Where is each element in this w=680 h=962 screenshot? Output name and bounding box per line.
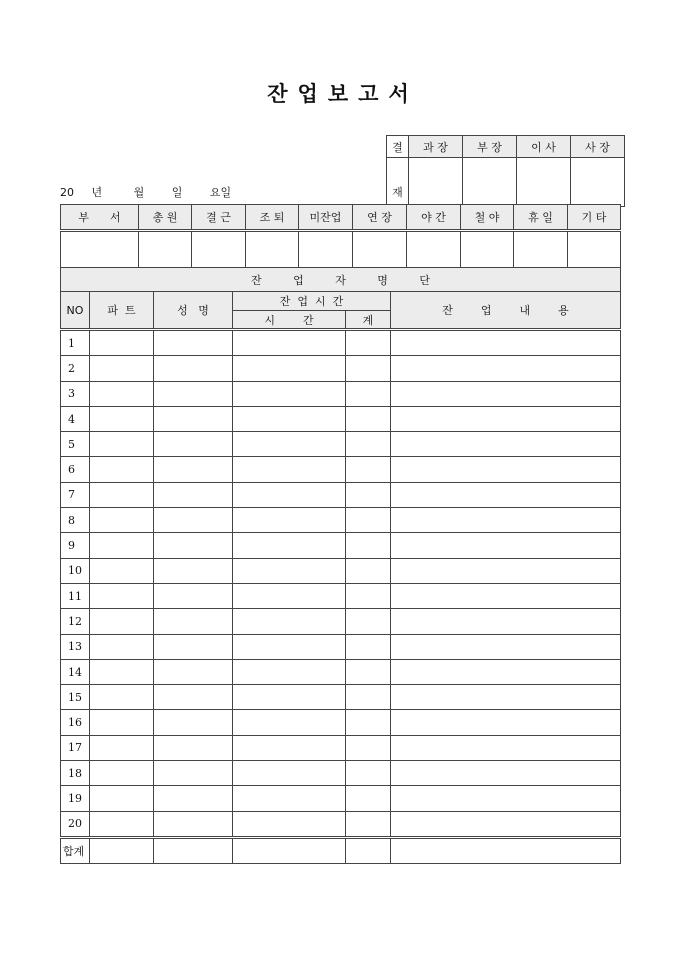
approval-header-executive: 이 사	[517, 136, 571, 158]
name-cell[interactable]	[154, 659, 233, 684]
content-cell[interactable]	[391, 356, 621, 381]
summary-table	[60, 204, 621, 270]
total-cell[interactable]	[346, 381, 391, 406]
row-number: 17	[61, 735, 90, 760]
part-cell[interactable]	[90, 583, 154, 608]
row-number: 15	[61, 685, 90, 710]
summary-cell[interactable]	[246, 231, 299, 270]
total-cell[interactable]	[346, 710, 391, 735]
table-row	[61, 735, 621, 760]
part-cell[interactable]	[90, 609, 154, 634]
name-cell[interactable]	[154, 406, 233, 431]
total-cell[interactable]	[346, 330, 391, 356]
table-row	[61, 786, 621, 811]
name-cell[interactable]	[154, 685, 233, 710]
table-row	[61, 457, 621, 482]
name-cell[interactable]	[154, 533, 233, 558]
content-cell[interactable]	[391, 710, 621, 735]
row-number: 8	[61, 508, 90, 533]
time-cell[interactable]	[233, 685, 346, 710]
total-cell[interactable]	[346, 634, 391, 659]
total-cell[interactable]	[346, 508, 391, 533]
row-number: 10	[61, 558, 90, 583]
time-cell[interactable]	[233, 558, 346, 583]
summary-header-total: 총 원	[139, 205, 192, 231]
part-cell[interactable]	[90, 356, 154, 381]
summary-cell[interactable]	[407, 231, 461, 270]
row-number: 20	[61, 811, 90, 837]
total-cell[interactable]	[346, 457, 391, 482]
name-cell[interactable]	[154, 786, 233, 811]
row-number: 6	[61, 457, 90, 482]
row-number: 14	[61, 659, 90, 684]
time-cell[interactable]	[233, 609, 346, 634]
total-cell[interactable]	[346, 685, 391, 710]
part-cell[interactable]	[90, 482, 154, 507]
total-cell[interactable]	[346, 761, 391, 786]
total-cell[interactable]	[346, 786, 391, 811]
content-cell[interactable]	[391, 533, 621, 558]
part-cell[interactable]	[90, 710, 154, 735]
roster-header-overtime: 잔 업 시 간	[233, 292, 391, 311]
time-cell[interactable]	[233, 457, 346, 482]
table-row	[61, 330, 621, 356]
time-cell[interactable]	[233, 381, 346, 406]
table-row	[61, 558, 621, 583]
table-row	[61, 583, 621, 608]
time-cell[interactable]	[233, 406, 346, 431]
table-row	[61, 659, 621, 684]
part-cell[interactable]	[90, 432, 154, 457]
name-cell[interactable]	[154, 432, 233, 457]
name-cell[interactable]	[154, 330, 233, 356]
name-cell[interactable]	[154, 381, 233, 406]
table-row	[61, 685, 621, 710]
summary-cell[interactable]	[461, 231, 514, 270]
content-cell[interactable]	[391, 558, 621, 583]
approval-sign-cell[interactable]	[517, 158, 571, 207]
time-cell[interactable]	[233, 634, 346, 659]
part-cell[interactable]	[90, 735, 154, 760]
roster-total-label: 합계	[61, 837, 90, 863]
name-cell[interactable]	[154, 457, 233, 482]
row-number: 16	[61, 710, 90, 735]
summary-header-extended: 연 장	[353, 205, 407, 231]
total-cell[interactable]	[346, 609, 391, 634]
table-row	[61, 406, 621, 431]
table-row	[61, 482, 621, 507]
part-cell[interactable]	[90, 786, 154, 811]
summary-cell[interactable]	[61, 231, 139, 270]
time-cell[interactable]	[233, 583, 346, 608]
approval-sign-cell[interactable]	[571, 158, 625, 207]
summary-header-other: 기 타	[568, 205, 621, 231]
part-cell[interactable]	[90, 457, 154, 482]
part-cell[interactable]	[90, 811, 154, 837]
name-cell[interactable]	[154, 558, 233, 583]
row-number: 2	[61, 356, 90, 381]
roster-header-name: 성 명	[154, 292, 233, 330]
row-number: 4	[61, 406, 90, 431]
part-cell[interactable]	[90, 558, 154, 583]
part-cell[interactable]	[90, 659, 154, 684]
table-row	[61, 811, 621, 837]
approval-sign-cell[interactable]	[409, 158, 463, 207]
time-cell[interactable]	[233, 761, 346, 786]
time-cell[interactable]	[233, 786, 346, 811]
summary-header-department: 부 서	[61, 205, 139, 231]
roster-header-total: 계	[346, 311, 391, 330]
content-cell[interactable]	[391, 583, 621, 608]
approval-table	[386, 135, 625, 207]
table-row	[61, 634, 621, 659]
content-cell[interactable]	[391, 609, 621, 634]
content-cell[interactable]	[391, 735, 621, 760]
part-cell[interactable]	[90, 330, 154, 356]
summary-header-holiday: 휴 일	[514, 205, 568, 231]
total-cell[interactable]	[346, 583, 391, 608]
row-number: 19	[61, 786, 90, 811]
summary-header-no-overtime: 미잔업	[299, 205, 353, 231]
summary-header-all-night: 철 야	[461, 205, 514, 231]
row-number: 1	[61, 330, 90, 356]
content-cell[interactable]	[391, 406, 621, 431]
content-cell[interactable]	[391, 381, 621, 406]
time-cell[interactable]	[233, 508, 346, 533]
summary-cell[interactable]	[192, 231, 246, 270]
row-number: 9	[61, 533, 90, 558]
content-cell[interactable]	[391, 659, 621, 684]
summary-header-early-leave: 조 퇴	[246, 205, 299, 231]
total-cell[interactable]	[346, 533, 391, 558]
roster-header-part: 파 트	[90, 292, 154, 330]
time-cell[interactable]	[233, 710, 346, 735]
part-cell[interactable]	[90, 685, 154, 710]
total-cell[interactable]	[346, 735, 391, 760]
total-cell[interactable]	[346, 356, 391, 381]
roster-header-time: 시 간	[233, 311, 346, 330]
part-cell[interactable]	[90, 634, 154, 659]
row-number: 18	[61, 761, 90, 786]
table-row	[61, 381, 621, 406]
content-cell[interactable]	[391, 634, 621, 659]
time-cell[interactable]	[233, 811, 346, 837]
approval-label-top: 결	[387, 136, 409, 158]
approval-header-president: 사 장	[571, 136, 625, 158]
summary-cell[interactable]	[139, 231, 192, 270]
time-cell[interactable]	[233, 482, 346, 507]
part-cell[interactable]	[90, 533, 154, 558]
time-cell[interactable]	[233, 432, 346, 457]
table-row	[61, 356, 621, 381]
time-cell[interactable]	[233, 330, 346, 356]
content-cell[interactable]	[391, 457, 621, 482]
row-number: 13	[61, 634, 90, 659]
content-cell[interactable]	[391, 811, 621, 837]
part-cell[interactable]	[90, 406, 154, 431]
content-cell[interactable]	[391, 761, 621, 786]
summary-cell[interactable]	[568, 231, 621, 270]
summary-cell[interactable]	[353, 231, 407, 270]
roster-section-title: 잔 업 자 명 단	[61, 268, 621, 292]
document-title: 잔 업 보 고 서	[267, 81, 413, 106]
summary-cell[interactable]	[514, 231, 568, 270]
table-row	[61, 761, 621, 786]
approval-header-manager: 과 장	[409, 136, 463, 158]
summary-header-absent: 결 근	[192, 205, 246, 231]
roster-header-content: 잔 업 내 용	[391, 292, 621, 330]
name-cell[interactable]	[154, 508, 233, 533]
roster-table	[60, 267, 621, 864]
name-cell[interactable]	[154, 356, 233, 381]
content-cell[interactable]	[391, 330, 621, 356]
time-cell[interactable]	[233, 356, 346, 381]
name-cell[interactable]	[154, 482, 233, 507]
name-cell[interactable]	[154, 634, 233, 659]
table-row	[61, 533, 621, 558]
row-number: 7	[61, 482, 90, 507]
content-cell[interactable]	[391, 508, 621, 533]
row-number: 12	[61, 609, 90, 634]
content-cell[interactable]	[391, 432, 621, 457]
total-cell[interactable]	[346, 811, 391, 837]
part-cell[interactable]	[90, 381, 154, 406]
total-cell[interactable]	[346, 558, 391, 583]
table-row	[61, 609, 621, 634]
content-cell[interactable]	[391, 685, 621, 710]
roster-total-cell[interactable]	[90, 837, 154, 863]
time-cell[interactable]	[233, 533, 346, 558]
summary-cell[interactable]	[299, 231, 353, 270]
name-cell[interactable]	[154, 735, 233, 760]
content-cell[interactable]	[391, 786, 621, 811]
name-cell[interactable]	[154, 710, 233, 735]
summary-header-night: 야 간	[407, 205, 461, 231]
total-cell[interactable]	[346, 406, 391, 431]
table-row	[61, 432, 621, 457]
roster-header-no: NO	[61, 292, 90, 330]
time-cell[interactable]	[233, 659, 346, 684]
name-cell[interactable]	[154, 761, 233, 786]
roster-total-cell[interactable]	[233, 837, 346, 863]
approval-sign-cell[interactable]	[463, 158, 517, 207]
name-cell[interactable]	[154, 609, 233, 634]
name-cell[interactable]	[154, 583, 233, 608]
row-number: 3	[61, 381, 90, 406]
roster-total-cell[interactable]	[154, 837, 233, 863]
date-line: 20 년 월 일 요일	[60, 186, 232, 199]
part-cell[interactable]	[90, 761, 154, 786]
content-cell[interactable]	[391, 482, 621, 507]
roster-total-cell[interactable]	[391, 837, 621, 863]
approval-header-director: 부 장	[463, 136, 517, 158]
table-row	[61, 710, 621, 735]
total-cell[interactable]	[346, 482, 391, 507]
part-cell[interactable]	[90, 508, 154, 533]
approval-label-bottom: 재	[387, 158, 409, 207]
time-cell[interactable]	[233, 735, 346, 760]
total-cell[interactable]	[346, 659, 391, 684]
total-cell[interactable]	[346, 432, 391, 457]
row-number: 5	[61, 432, 90, 457]
roster-total-cell[interactable]	[346, 837, 391, 863]
table-row	[61, 508, 621, 533]
name-cell[interactable]	[154, 811, 233, 837]
row-number: 11	[61, 583, 90, 608]
